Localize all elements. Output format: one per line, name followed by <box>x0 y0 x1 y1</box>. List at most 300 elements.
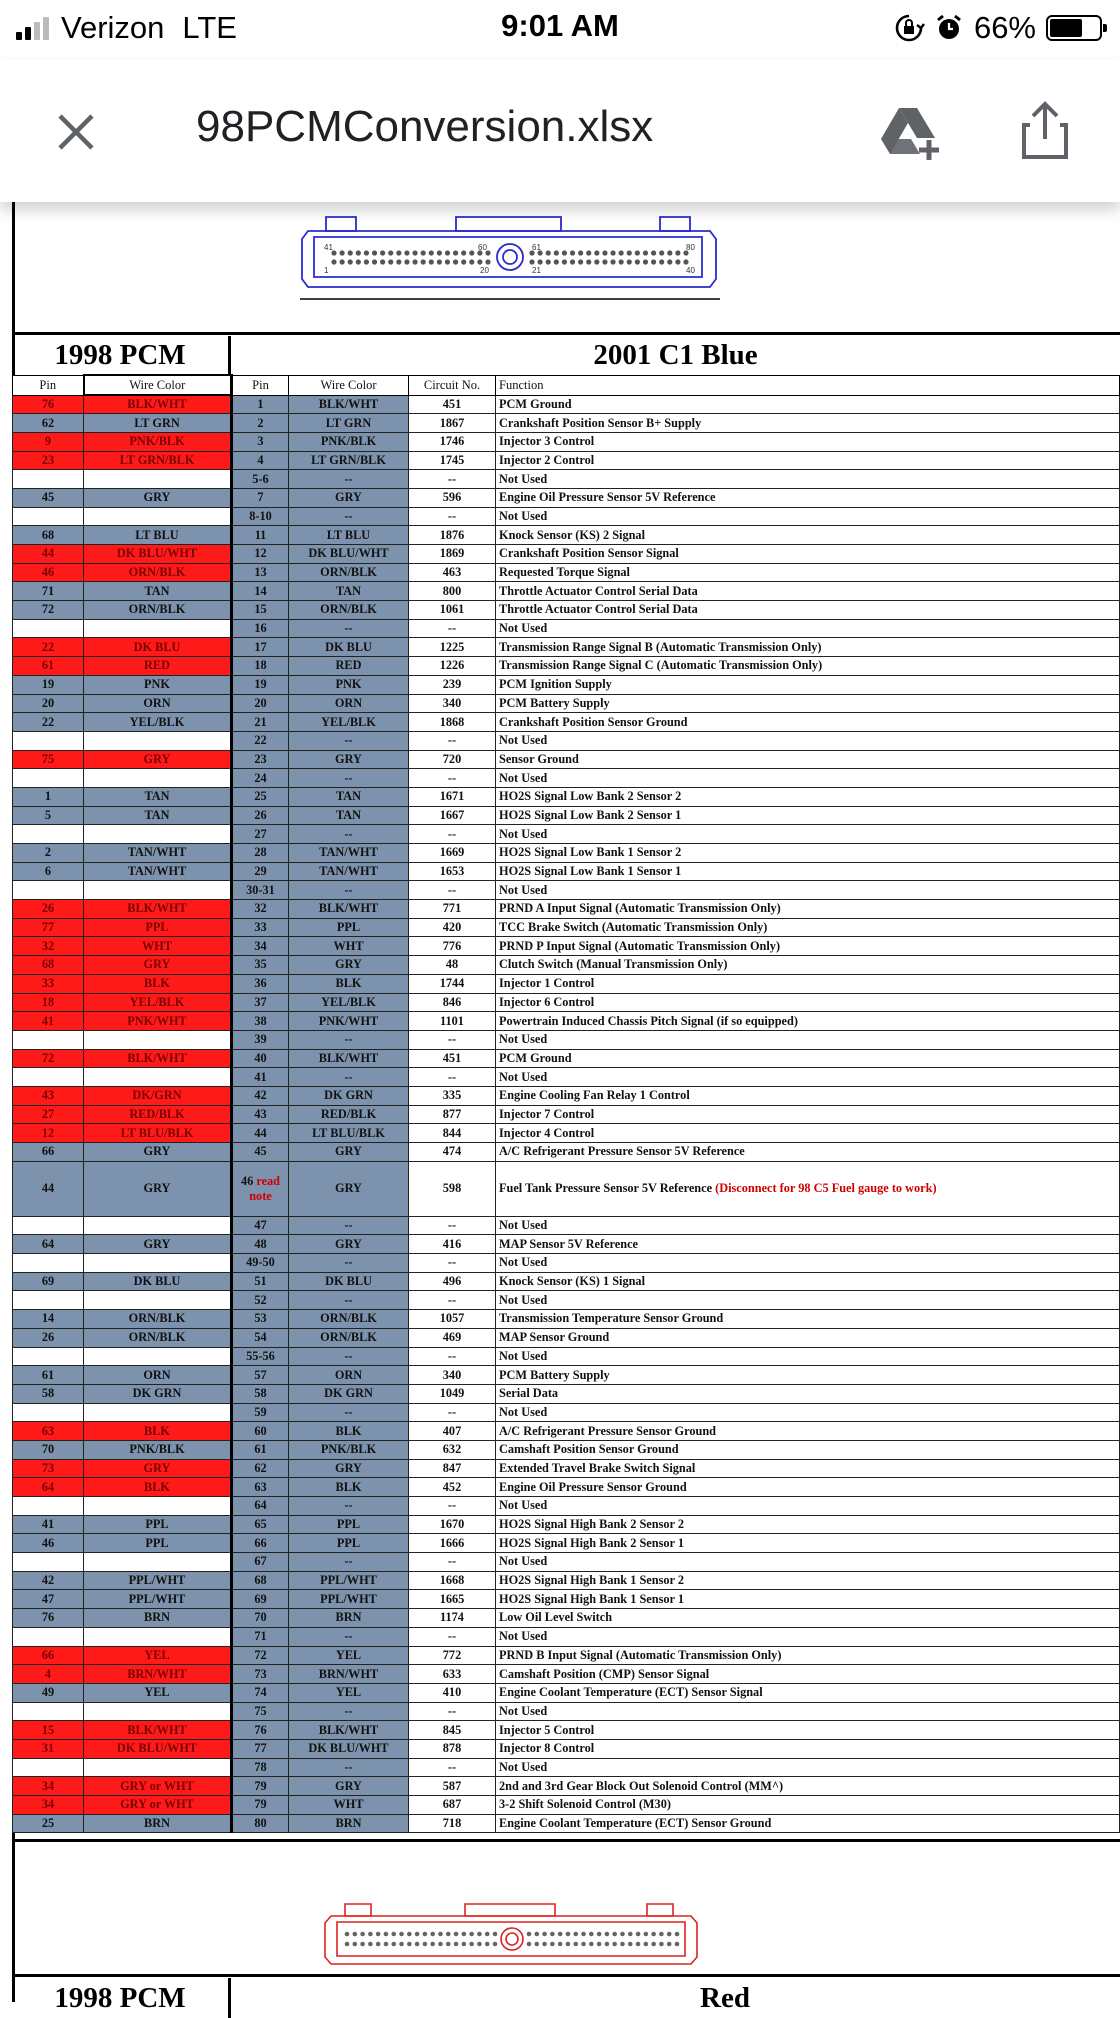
old-pin-cell[interactable]: 64 <box>13 1478 84 1497</box>
old-wire-color-cell[interactable] <box>84 1403 232 1422</box>
table-row[interactable] <box>13 582 1120 601</box>
old-pin-cell[interactable]: 61 <box>13 657 84 676</box>
new-wire-color-cell[interactable]: PNK/BLK <box>289 432 409 451</box>
new-wire-color-cell[interactable]: PPL/WHT <box>289 1590 409 1609</box>
function-cell[interactable]: PCM Ignition Supply <box>496 675 1120 694</box>
old-pin-cell[interactable]: 20 <box>13 694 84 713</box>
function-cell[interactable]: Transmission Temperature Sensor Ground <box>496 1310 1120 1329</box>
function-cell[interactable]: HO2S Signal High Bank 2 Sensor 2 <box>496 1515 1120 1534</box>
old-pin-cell[interactable]: 15 <box>13 1721 84 1740</box>
circuit-no-cell[interactable]: 1666 <box>409 1534 496 1553</box>
old-pin-cell[interactable]: 75 <box>13 750 84 769</box>
old-pin-cell[interactable] <box>13 731 84 750</box>
old-wire-color-cell[interactable]: BLK <box>84 974 232 993</box>
table-row[interactable] <box>13 1814 1120 1833</box>
function-cell[interactable]: Knock Sensor (KS) 2 Signal <box>496 526 1120 545</box>
function-cell[interactable]: Injector 3 Control <box>496 432 1120 451</box>
function-cell[interactable]: Extended Travel Brake Switch Signal <box>496 1459 1120 1478</box>
new-wire-color-cell[interactable]: YEL/BLK <box>289 993 409 1012</box>
circuit-no-cell[interactable]: 718 <box>409 1814 496 1833</box>
function-cell[interactable]: Crankshaft Position Sensor B+ Supply <box>496 414 1120 433</box>
function-cell[interactable]: PCM Battery Supply <box>496 1366 1120 1385</box>
table-row[interactable] <box>13 1739 1120 1758</box>
function-cell[interactable]: Injector 1 Control <box>496 974 1120 993</box>
old-wire-color-cell[interactable] <box>84 825 232 844</box>
table-row[interactable] <box>13 1254 1120 1273</box>
circuit-no-cell[interactable]: 1744 <box>409 974 496 993</box>
circuit-no-cell[interactable]: 407 <box>409 1422 496 1441</box>
new-wire-color-cell[interactable]: DK GRN <box>289 1086 409 1105</box>
circuit-no-cell[interactable]: 845 <box>409 1721 496 1740</box>
circuit-no-cell[interactable]: 474 <box>409 1143 496 1162</box>
circuit-no-cell[interactable]: 1057 <box>409 1310 496 1329</box>
function-cell[interactable]: Transmission Range Signal C (Automatic Transmission Only) <box>496 657 1120 676</box>
table-row[interactable] <box>13 1049 1120 1068</box>
new-pin-cell[interactable]: 63 <box>232 1478 289 1497</box>
new-pin-cell[interactable]: 14 <box>232 582 289 601</box>
circuit-no-cell[interactable]: 469 <box>409 1328 496 1347</box>
old-wire-color-cell[interactable]: DK BLU/WHT <box>84 545 232 564</box>
old-pin-cell[interactable]: 68 <box>13 526 84 545</box>
function-cell[interactable]: HO2S Signal Low Bank 1 Sensor 1 <box>496 862 1120 881</box>
table-row[interactable] <box>13 1459 1120 1478</box>
circuit-no-cell[interactable]: 1868 <box>409 713 496 732</box>
function-cell[interactable]: Not Used <box>496 1030 1120 1049</box>
table-row[interactable] <box>13 1272 1120 1291</box>
new-pin-cell[interactable]: 17 <box>232 638 289 657</box>
function-cell[interactable]: MAP Sensor 5V Reference <box>496 1235 1120 1254</box>
circuit-no-cell[interactable]: 1876 <box>409 526 496 545</box>
table-row[interactable] <box>13 1143 1120 1162</box>
new-wire-color-cell[interactable]: DK BLU/WHT <box>289 1739 409 1758</box>
new-pin-cell[interactable]: 28 <box>232 844 289 863</box>
old-wire-color-cell[interactable]: YEL/BLK <box>84 993 232 1012</box>
table-row[interactable] <box>13 1235 1120 1254</box>
new-wire-color-cell[interactable]: YEL/BLK <box>289 713 409 732</box>
new-wire-color-cell[interactable]: BLK/WHT <box>289 395 409 414</box>
new-wire-color-cell[interactable]: -- <box>289 1030 409 1049</box>
new-wire-color-cell[interactable]: GRY <box>289 956 409 975</box>
new-pin-cell[interactable]: 79 <box>232 1777 289 1796</box>
new-pin-cell[interactable]: 61 <box>232 1440 289 1459</box>
new-wire-color-cell[interactable]: PNK <box>289 675 409 694</box>
new-pin-cell[interactable]: 64 <box>232 1497 289 1516</box>
table-row[interactable] <box>13 1721 1120 1740</box>
new-pin-cell[interactable]: 34 <box>232 937 289 956</box>
new-pin-cell[interactable]: 16 <box>232 619 289 638</box>
function-cell[interactable]: Not Used <box>496 1068 1120 1087</box>
old-pin-cell[interactable] <box>13 1702 84 1721</box>
circuit-no-cell[interactable]: 496 <box>409 1272 496 1291</box>
function-cell[interactable]: TCC Brake Switch (Automatic Transmission Only) <box>496 918 1120 937</box>
old-wire-color-cell[interactable] <box>84 1553 232 1572</box>
circuit-no-cell[interactable]: 587 <box>409 1777 496 1796</box>
table-row[interactable] <box>13 1086 1120 1105</box>
old-wire-color-cell[interactable]: PPL/WHT <box>84 1571 232 1590</box>
new-pin-cell[interactable]: 75 <box>232 1702 289 1721</box>
old-pin-cell[interactable]: 32 <box>13 937 84 956</box>
table-row[interactable] <box>13 956 1120 975</box>
old-pin-cell[interactable] <box>13 1030 84 1049</box>
function-cell[interactable]: Crankshaft Position Sensor Ground <box>496 713 1120 732</box>
new-wire-color-cell[interactable]: -- <box>289 1216 409 1235</box>
new-pin-cell[interactable]: 7 <box>232 488 289 507</box>
old-pin-cell[interactable] <box>13 881 84 900</box>
new-pin-cell[interactable]: 68 <box>232 1571 289 1590</box>
table-row[interactable] <box>13 937 1120 956</box>
new-wire-color-cell[interactable]: -- <box>289 1627 409 1646</box>
circuit-no-cell[interactable]: 340 <box>409 1366 496 1385</box>
old-wire-color-cell[interactable]: RED <box>84 657 232 676</box>
old-pin-cell[interactable]: 4 <box>13 1665 84 1684</box>
old-wire-color-cell[interactable]: ORN <box>84 1366 232 1385</box>
new-wire-color-cell[interactable]: -- <box>289 470 409 489</box>
new-pin-cell[interactable]: 22 <box>232 731 289 750</box>
function-cell[interactable]: Injector 4 Control <box>496 1124 1120 1143</box>
circuit-no-cell[interactable]: 1226 <box>409 657 496 676</box>
circuit-no-cell[interactable]: -- <box>409 1030 496 1049</box>
old-pin-cell[interactable]: 9 <box>13 432 84 451</box>
circuit-no-cell[interactable]: 340 <box>409 694 496 713</box>
old-wire-color-cell[interactable] <box>84 881 232 900</box>
table-row[interactable] <box>13 1609 1120 1628</box>
circuit-no-cell[interactable]: 800 <box>409 582 496 601</box>
new-wire-color-cell[interactable]: ORN <box>289 694 409 713</box>
circuit-no-cell[interactable]: -- <box>409 1497 496 1516</box>
old-wire-color-cell[interactable]: WHT <box>84 937 232 956</box>
old-pin-cell[interactable]: 18 <box>13 993 84 1012</box>
function-cell[interactable]: Crankshaft Position Sensor Signal <box>496 545 1120 564</box>
table-row[interactable] <box>13 1310 1120 1329</box>
old-wire-color-cell[interactable]: TAN <box>84 582 232 601</box>
new-pin-cell[interactable]: 47 <box>232 1216 289 1235</box>
new-pin-cell[interactable]: 53 <box>232 1310 289 1329</box>
circuit-no-cell[interactable]: 847 <box>409 1459 496 1478</box>
function-cell[interactable]: PCM Ground <box>496 395 1120 414</box>
old-pin-cell[interactable]: 66 <box>13 1143 84 1162</box>
function-cell[interactable]: Engine Cooling Fan Relay 1 Control <box>496 1086 1120 1105</box>
function-cell[interactable]: Low Oil Level Switch <box>496 1609 1120 1628</box>
circuit-no-cell[interactable]: 632 <box>409 1440 496 1459</box>
new-pin-cell[interactable]: 13 <box>232 563 289 582</box>
share-button[interactable] <box>1010 96 1080 166</box>
new-wire-color-cell[interactable]: -- <box>289 1702 409 1721</box>
function-cell[interactable]: Not Used <box>496 881 1120 900</box>
table-row[interactable] <box>13 694 1120 713</box>
old-wire-color-cell[interactable]: YEL <box>84 1646 232 1665</box>
new-wire-color-cell[interactable]: DK BLU <box>289 638 409 657</box>
new-wire-color-cell[interactable]: ORN/BLK <box>289 1328 409 1347</box>
old-wire-color-cell[interactable]: GRY or WHT <box>84 1777 232 1796</box>
function-cell[interactable]: Sensor Ground <box>496 750 1120 769</box>
old-wire-color-cell[interactable]: GRY or WHT <box>84 1796 232 1815</box>
new-pin-cell[interactable]: 11 <box>232 526 289 545</box>
old-wire-color-cell[interactable]: GRY <box>84 750 232 769</box>
old-pin-cell[interactable] <box>13 769 84 788</box>
new-pin-cell[interactable]: 30-31 <box>232 881 289 900</box>
table-row[interactable] <box>13 825 1120 844</box>
close-button[interactable] <box>46 102 106 162</box>
new-wire-color-cell[interactable]: BLK/WHT <box>289 900 409 919</box>
old-wire-color-cell[interactable]: PPL/WHT <box>84 1590 232 1609</box>
old-wire-color-cell[interactable] <box>84 1627 232 1646</box>
old-wire-color-cell[interactable]: BLK/WHT <box>84 1049 232 1068</box>
new-pin-cell[interactable]: 66 <box>232 1534 289 1553</box>
table-row[interactable] <box>13 488 1120 507</box>
new-wire-color-cell[interactable]: -- <box>289 1347 409 1366</box>
circuit-no-cell[interactable]: -- <box>409 1758 496 1777</box>
new-wire-color-cell[interactable]: GRY <box>289 1459 409 1478</box>
new-wire-color-cell[interactable]: LT BLU <box>289 526 409 545</box>
table-row[interactable] <box>13 1777 1120 1796</box>
old-pin-cell[interactable] <box>13 825 84 844</box>
function-cell[interactable]: Not Used <box>496 1553 1120 1572</box>
circuit-no-cell[interactable]: 239 <box>409 675 496 694</box>
old-wire-color-cell[interactable]: DK/GRN <box>84 1086 232 1105</box>
new-wire-color-cell[interactable]: GRY <box>289 488 409 507</box>
new-wire-color-cell[interactable]: PPL <box>289 1534 409 1553</box>
new-wire-color-cell[interactable]: ORN/BLK <box>289 563 409 582</box>
old-pin-cell[interactable] <box>13 1068 84 1087</box>
circuit-no-cell[interactable]: 1225 <box>409 638 496 657</box>
new-wire-color-cell[interactable]: GRY <box>289 1777 409 1796</box>
old-wire-color-cell[interactable]: GRY <box>84 488 232 507</box>
old-wire-color-cell[interactable]: TAN/WHT <box>84 862 232 881</box>
function-cell[interactable]: Not Used <box>496 769 1120 788</box>
function-cell[interactable]: Camshaft Position (CMP) Sensor Signal <box>496 1665 1120 1684</box>
table-row[interactable] <box>13 713 1120 732</box>
table-row[interactable] <box>13 563 1120 582</box>
table-row[interactable] <box>13 395 1120 414</box>
circuit-no-cell[interactable]: -- <box>409 1291 496 1310</box>
old-wire-color-cell[interactable]: ORN <box>84 694 232 713</box>
new-wire-color-cell[interactable]: PPL <box>289 1515 409 1534</box>
circuit-no-cell[interactable]: -- <box>409 1627 496 1646</box>
old-wire-color-cell[interactable]: ORN/BLK <box>84 1328 232 1347</box>
new-pin-cell[interactable]: 49-50 <box>232 1254 289 1273</box>
circuit-no-cell[interactable]: 687 <box>409 1796 496 1815</box>
new-wire-color-cell[interactable]: TAN <box>289 787 409 806</box>
new-pin-cell[interactable]: 58 <box>232 1384 289 1403</box>
table-row[interactable] <box>13 619 1120 638</box>
function-cell[interactable]: Powertrain Induced Chassis Pitch Signal (if so equipped) <box>496 1012 1120 1031</box>
function-cell[interactable]: HO2S Signal Low Bank 2 Sensor 1 <box>496 806 1120 825</box>
new-wire-color-cell[interactable]: BRN <box>289 1609 409 1628</box>
circuit-no-cell[interactable]: 596 <box>409 488 496 507</box>
table-row[interactable] <box>13 881 1120 900</box>
old-wire-color-cell[interactable]: GRY <box>84 1459 232 1478</box>
old-wire-color-cell[interactable]: PPL <box>84 1515 232 1534</box>
new-wire-color-cell[interactable]: PPL <box>289 918 409 937</box>
new-pin-cell[interactable]: 27 <box>232 825 289 844</box>
old-pin-cell[interactable] <box>13 1627 84 1646</box>
new-pin-cell[interactable]: 40 <box>232 1049 289 1068</box>
function-cell[interactable]: Engine Coolant Temperature (ECT) Sensor Ground <box>496 1814 1120 1833</box>
old-wire-color-cell[interactable]: LT BLU <box>84 526 232 545</box>
old-pin-cell[interactable] <box>13 470 84 489</box>
old-wire-color-cell[interactable]: TAN <box>84 806 232 825</box>
function-cell[interactable]: Not Used <box>496 825 1120 844</box>
new-wire-color-cell[interactable]: TAN <box>289 582 409 601</box>
old-pin-cell[interactable]: 5 <box>13 806 84 825</box>
new-pin-cell[interactable]: 54 <box>232 1328 289 1347</box>
old-pin-cell[interactable]: 46 <box>13 1534 84 1553</box>
circuit-no-cell[interactable]: 771 <box>409 900 496 919</box>
circuit-no-cell[interactable]: 1174 <box>409 1609 496 1628</box>
table-row[interactable] <box>13 806 1120 825</box>
old-pin-cell[interactable]: 22 <box>13 638 84 657</box>
table-row[interactable] <box>13 1384 1120 1403</box>
function-cell[interactable]: A/C Refrigerant Pressure Sensor Ground <box>496 1422 1120 1441</box>
function-cell[interactable]: PRND B Input Signal (Automatic Transmission Only) <box>496 1646 1120 1665</box>
table-row[interactable] <box>13 1683 1120 1702</box>
new-pin-cell[interactable]: 32 <box>232 900 289 919</box>
function-cell[interactable]: Throttle Actuator Control Serial Data <box>496 582 1120 601</box>
new-wire-color-cell[interactable]: GRY <box>289 750 409 769</box>
old-pin-cell[interactable] <box>13 1497 84 1516</box>
old-wire-color-cell[interactable]: DK BLU <box>84 1272 232 1291</box>
old-pin-cell[interactable]: 44 <box>13 1161 84 1216</box>
old-wire-color-cell[interactable]: YEL/BLK <box>84 713 232 732</box>
function-cell[interactable]: Knock Sensor (KS) 1 Signal <box>496 1272 1120 1291</box>
function-cell[interactable]: Not Used <box>496 1627 1120 1646</box>
new-pin-cell[interactable]: 65 <box>232 1515 289 1534</box>
new-wire-color-cell[interactable]: -- <box>289 825 409 844</box>
old-wire-color-cell[interactable]: BLK <box>84 1478 232 1497</box>
circuit-no-cell[interactable]: 1653 <box>409 862 496 881</box>
circuit-no-cell[interactable]: 846 <box>409 993 496 1012</box>
new-wire-color-cell[interactable]: WHT <box>289 937 409 956</box>
circuit-no-cell[interactable]: 1665 <box>409 1590 496 1609</box>
function-cell[interactable]: Injector 8 Control <box>496 1739 1120 1758</box>
circuit-no-cell[interactable]: -- <box>409 825 496 844</box>
new-pin-cell[interactable]: 62 <box>232 1459 289 1478</box>
table-row[interactable] <box>13 414 1120 433</box>
function-cell[interactable]: HO2S Signal Low Bank 2 Sensor 2 <box>496 787 1120 806</box>
circuit-no-cell[interactable]: 1669 <box>409 844 496 863</box>
old-pin-cell[interactable]: 33 <box>13 974 84 993</box>
new-wire-color-cell[interactable]: DK BLU <box>289 1272 409 1291</box>
new-pin-cell[interactable]: 24 <box>232 769 289 788</box>
table-row[interactable] <box>13 1553 1120 1572</box>
old-pin-cell[interactable]: 6 <box>13 862 84 881</box>
old-pin-cell[interactable]: 73 <box>13 1459 84 1478</box>
circuit-no-cell[interactable]: 633 <box>409 1665 496 1684</box>
table-row[interactable] <box>13 1515 1120 1534</box>
new-wire-color-cell[interactable]: YEL <box>289 1646 409 1665</box>
circuit-no-cell[interactable]: -- <box>409 1403 496 1422</box>
table-row[interactable] <box>13 545 1120 564</box>
function-cell[interactable]: Not Used <box>496 1497 1120 1516</box>
table-row[interactable] <box>13 451 1120 470</box>
table-row[interactable] <box>13 1216 1120 1235</box>
old-pin-cell[interactable]: 77 <box>13 918 84 937</box>
table-row[interactable] <box>13 862 1120 881</box>
table-row[interactable] <box>13 787 1120 806</box>
function-cell[interactable]: Not Used <box>496 1758 1120 1777</box>
new-pin-cell[interactable]: 39 <box>232 1030 289 1049</box>
old-pin-cell[interactable] <box>13 1254 84 1273</box>
old-pin-cell[interactable] <box>13 1347 84 1366</box>
old-wire-color-cell[interactable] <box>84 1702 232 1721</box>
new-pin-cell[interactable]: 67 <box>232 1553 289 1572</box>
old-wire-color-cell[interactable]: TAN/WHT <box>84 844 232 863</box>
new-pin-cell[interactable]: 25 <box>232 787 289 806</box>
table-row[interactable] <box>13 526 1120 545</box>
old-wire-color-cell[interactable]: BRN <box>84 1814 232 1833</box>
function-cell[interactable]: Not Used <box>496 1254 1120 1273</box>
table-row[interactable] <box>13 1796 1120 1815</box>
old-wire-color-cell[interactable]: BRN/WHT <box>84 1665 232 1684</box>
new-wire-color-cell[interactable]: -- <box>289 1254 409 1273</box>
circuit-no-cell[interactable]: -- <box>409 1702 496 1721</box>
new-pin-cell[interactable]: 5-6 <box>232 470 289 489</box>
circuit-no-cell[interactable]: -- <box>409 1254 496 1273</box>
new-wire-color-cell[interactable]: BLK/WHT <box>289 1721 409 1740</box>
circuit-no-cell[interactable]: -- <box>409 731 496 750</box>
new-pin-cell[interactable]: 55-56 <box>232 1347 289 1366</box>
old-wire-color-cell[interactable]: BRN <box>84 1609 232 1628</box>
old-wire-color-cell[interactable] <box>84 1254 232 1273</box>
new-wire-color-cell[interactable]: DK BLU/WHT <box>289 545 409 564</box>
table-row[interactable] <box>13 1328 1120 1347</box>
circuit-no-cell[interactable]: 1745 <box>409 451 496 470</box>
old-pin-cell[interactable]: 49 <box>13 1683 84 1702</box>
old-wire-color-cell[interactable]: PNK <box>84 675 232 694</box>
new-pin-cell[interactable]: 78 <box>232 1758 289 1777</box>
table-row[interactable] <box>13 638 1120 657</box>
new-wire-color-cell[interactable]: RED <box>289 657 409 676</box>
circuit-no-cell[interactable]: -- <box>409 769 496 788</box>
function-cell[interactable]: Injector 6 Control <box>496 993 1120 1012</box>
circuit-no-cell[interactable]: 452 <box>409 1478 496 1497</box>
new-wire-color-cell[interactable]: -- <box>289 1403 409 1422</box>
old-wire-color-cell[interactable]: PNK/BLK <box>84 1440 232 1459</box>
old-wire-color-cell[interactable] <box>84 1347 232 1366</box>
old-pin-cell[interactable]: 47 <box>13 1590 84 1609</box>
circuit-no-cell[interactable]: 1869 <box>409 545 496 564</box>
old-wire-color-cell[interactable] <box>84 731 232 750</box>
function-cell[interactable]: PRND P Input Signal (Automatic Transmission Only) <box>496 937 1120 956</box>
new-wire-color-cell[interactable]: BLK <box>289 1422 409 1441</box>
table-row[interactable] <box>13 1571 1120 1590</box>
old-pin-cell[interactable]: 44 <box>13 545 84 564</box>
spreadsheet-view[interactable] <box>0 202 1120 2014</box>
function-cell[interactable]: Not Used <box>496 1216 1120 1235</box>
function-cell[interactable]: Not Used <box>496 1702 1120 1721</box>
old-pin-cell[interactable]: 58 <box>13 1384 84 1403</box>
new-pin-cell[interactable]: 41 <box>232 1068 289 1087</box>
new-wire-color-cell[interactable]: TAN <box>289 806 409 825</box>
old-pin-cell[interactable] <box>13 1291 84 1310</box>
circuit-no-cell[interactable]: -- <box>409 1216 496 1235</box>
function-cell[interactable]: Not Used <box>496 1403 1120 1422</box>
new-pin-cell[interactable]: 45 <box>232 1143 289 1162</box>
table-row[interactable] <box>13 675 1120 694</box>
old-wire-color-cell[interactable]: TAN <box>84 787 232 806</box>
old-wire-color-cell[interactable]: ORN/BLK <box>84 563 232 582</box>
new-pin-cell[interactable]: 77 <box>232 1739 289 1758</box>
old-wire-color-cell[interactable]: RED/BLK <box>84 1105 232 1124</box>
table-row[interactable] <box>13 1366 1120 1385</box>
function-cell[interactable]: Not Used <box>496 507 1120 526</box>
old-wire-color-cell[interactable]: PNK/BLK <box>84 432 232 451</box>
circuit-no-cell[interactable]: 772 <box>409 1646 496 1665</box>
circuit-no-cell[interactable]: 1670 <box>409 1515 496 1534</box>
new-wire-color-cell[interactable]: DK GRN <box>289 1384 409 1403</box>
circuit-no-cell[interactable]: 1101 <box>409 1012 496 1031</box>
new-wire-color-cell[interactable]: -- <box>289 619 409 638</box>
